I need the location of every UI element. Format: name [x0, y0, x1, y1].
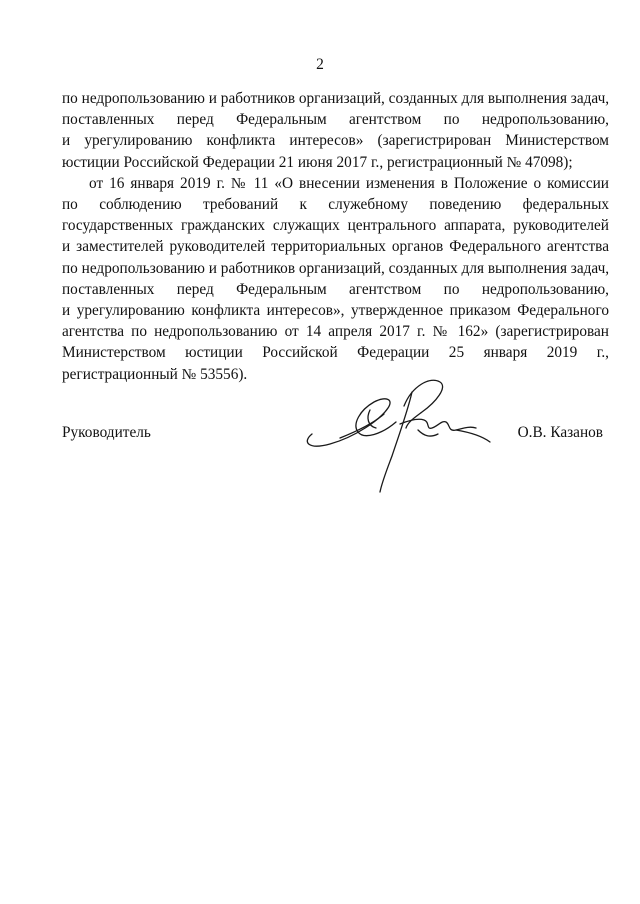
text-line: и урегулированию конфликта интересов», утвержденное приказом Федерального	[62, 302, 609, 320]
page-number: 2	[316, 56, 324, 73]
text-line: по соблюдению требований к служебному поведению федеральных	[62, 196, 609, 214]
document-body	[62, 88, 609, 385]
text-line: и урегулированию конфликта интересов» (зарегистрирован Министерством	[62, 132, 609, 150]
text-line: от 16 января 2019 г. № 11 «О внесении изменения в Положение о комиссии	[89, 174, 609, 192]
text-line: по недропользованию и работников организаций, созданных для выполнения задач,	[62, 259, 610, 277]
text-line: агентства по недропользованию от 14 апреля 2017 г. № 162» (зарегистрирован	[62, 323, 609, 341]
text-line: по недропользованию и работников организаций, созданных для выполнения задач,	[62, 90, 610, 107]
paragraph-amendment	[62, 173, 609, 385]
signer-name: О.В. Казанов	[517, 424, 603, 441]
signer-title: Руководитель	[62, 424, 151, 441]
text-line: Министерством юстиции Российской Федерации 25 января 2019 г.,	[62, 344, 609, 362]
text-line: и заместителей руководителей территориальных органов Федерального агентства	[62, 238, 609, 256]
text-line: государственных гражданских служащих центрального аппарата, руководителей	[62, 217, 609, 235]
handwritten-signature	[300, 372, 500, 494]
text-line: регистрационный № 53556).	[62, 365, 248, 383]
text-line: юстиции Российской Федерации 21 июня 2017 г., регистрационный № 47098);	[62, 153, 573, 171]
text-line: поставленных перед Федеральным агентством по недропользованию,	[62, 111, 609, 129]
paragraph-continuation	[62, 88, 609, 173]
text-line: поставленных перед Федеральным агентством по недропользованию,	[62, 280, 609, 298]
